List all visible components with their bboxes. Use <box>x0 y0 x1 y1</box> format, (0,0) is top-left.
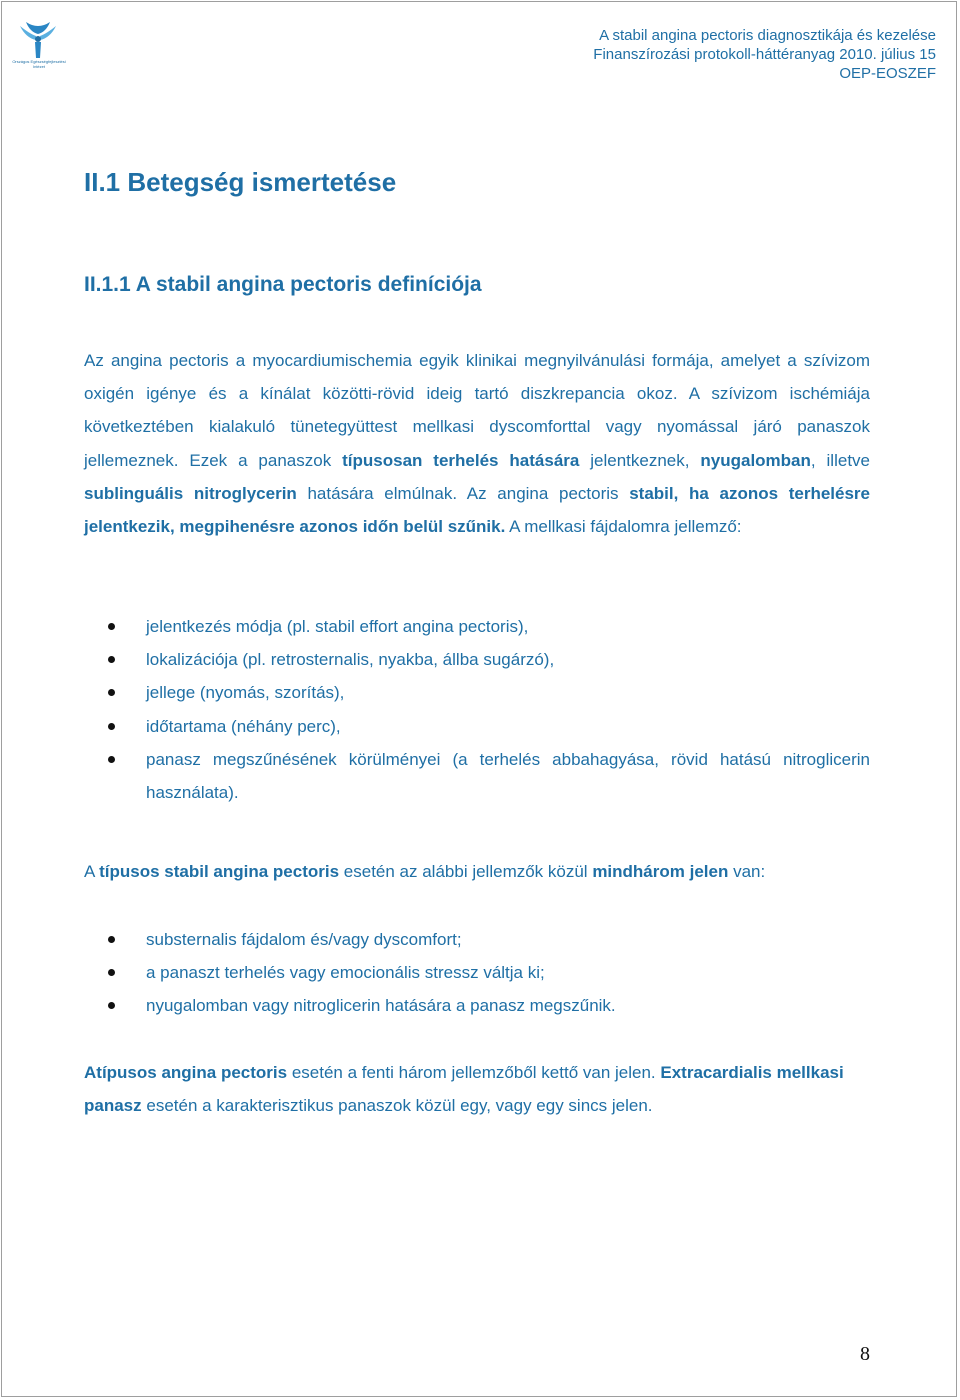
bold-run: sublinguális nitroglycerin <box>84 483 297 503</box>
document-header <box>593 26 936 83</box>
list-item-text: substernalis fájdalom és/vagy dyscomfort; <box>146 930 462 949</box>
list-item-text: panasz megszűnésének körülményei (a terhelés abbahagyása, rövid hatású nitroglicerin használata). <box>146 749 870 803</box>
bullet-icon <box>108 623 115 630</box>
bullet-icon <box>108 969 115 976</box>
text-run: hatására elmúlnak. Az angina pectoris <box>296 483 630 503</box>
list-item <box>108 956 870 989</box>
list-item <box>108 710 870 743</box>
header-title: A stabil angina pectoris diagnosztikája és kezelése <box>599 27 936 44</box>
bullet-icon <box>108 936 115 943</box>
definition-paragraph <box>84 344 870 543</box>
subsection-title: II.1.1 A stabil angina pectoris definíciója <box>84 273 482 296</box>
list-item-text: a panaszt terhelés vagy emocionális stressz váltja ki; <box>146 963 545 983</box>
list-item <box>108 989 870 1022</box>
list-item <box>108 923 870 956</box>
list-item <box>108 743 870 809</box>
list-item-text: jellege (nyomás, szorítás), <box>146 683 345 703</box>
text-run: A mellkasi fájdalomra jellemző: <box>505 517 742 537</box>
page-number: 8 <box>860 1343 870 1365</box>
institute-logo <box>6 18 70 78</box>
text-run: Az angina pectoris a myocardiumischemia egyik klinikai megnyilvánulási formája, amelyet a szívizom oxigén igénye és a kínálat közötti-rövid ideig tartó diszkrepancia okoz. A szívizom ischémiája következtében kialakuló tünetegyüttest mellkasi dyscomforttal vagy nyomással járó panaszok jellemeznek. Ezek a panaszok <box>84 351 870 470</box>
text-run: A <box>84 862 100 881</box>
text-run: , illetve <box>810 450 870 470</box>
bold-run: Extracardialis mellkasi panasz <box>84 1063 844 1116</box>
atypical-angina-paragraph <box>84 1056 870 1122</box>
bullet-icon <box>108 689 115 696</box>
header-subtitle: Finanszírozási protokoll-háttéranyag 2010. július 15 <box>593 46 936 63</box>
section-title: II.1 Betegség ismertetése <box>84 167 397 197</box>
text-run: esetén a karakterisztikus panaszok közül egy, vagy egy sincs jelen. <box>141 1096 653 1116</box>
list-item <box>108 676 870 709</box>
list-item-text: nyugalomban vagy nitroglicerin hatására a panasz megszűnik. <box>146 996 616 1016</box>
text-run: esetén a fenti három jellemzőből kettő van jelen. <box>287 1063 661 1082</box>
bullet-icon <box>108 1002 115 1009</box>
bullet-icon <box>108 656 115 663</box>
figure-logo-icon <box>6 18 70 62</box>
list-item-text: jelentkezés módja (pl. stabil effort angina pectoris), <box>146 617 529 636</box>
bullet-icon <box>108 756 115 763</box>
bold-run: típusosan terhelés hatására <box>342 450 580 470</box>
list-item <box>108 610 870 643</box>
list-item <box>108 643 870 676</box>
bullet-icon <box>108 723 115 730</box>
typical-criteria-list <box>108 923 870 1023</box>
typical-angina-paragraph <box>84 855 870 888</box>
header-publisher: OEP-EOSZEF <box>839 65 936 82</box>
bold-run: típusos stabil angina pectoris <box>99 862 340 881</box>
chest-pain-characteristics-list <box>108 610 870 809</box>
bold-run: nyugalomban <box>700 450 811 470</box>
text-run: van: <box>728 862 766 881</box>
text-run: esetén az alábbi jellemzők közül <box>339 862 593 881</box>
bold-run: mindhárom jelen <box>592 862 729 881</box>
list-item-text: időtartama (néhány perc), <box>146 716 341 736</box>
bold-run: stabil, ha azonos terhelésre jelentkezik, megpihenésre azonos időn belül szűnik. <box>84 483 870 537</box>
bold-run: Atípusos angina pectoris <box>84 1063 288 1082</box>
text-run: jelentkeznek, <box>579 450 701 470</box>
list-item-text: lokalizációja (pl. retrosternalis, nyakba, állba sugárzó), <box>146 650 555 670</box>
logo-caption: Országos Egészségfejlesztési Intézet <box>12 59 66 69</box>
